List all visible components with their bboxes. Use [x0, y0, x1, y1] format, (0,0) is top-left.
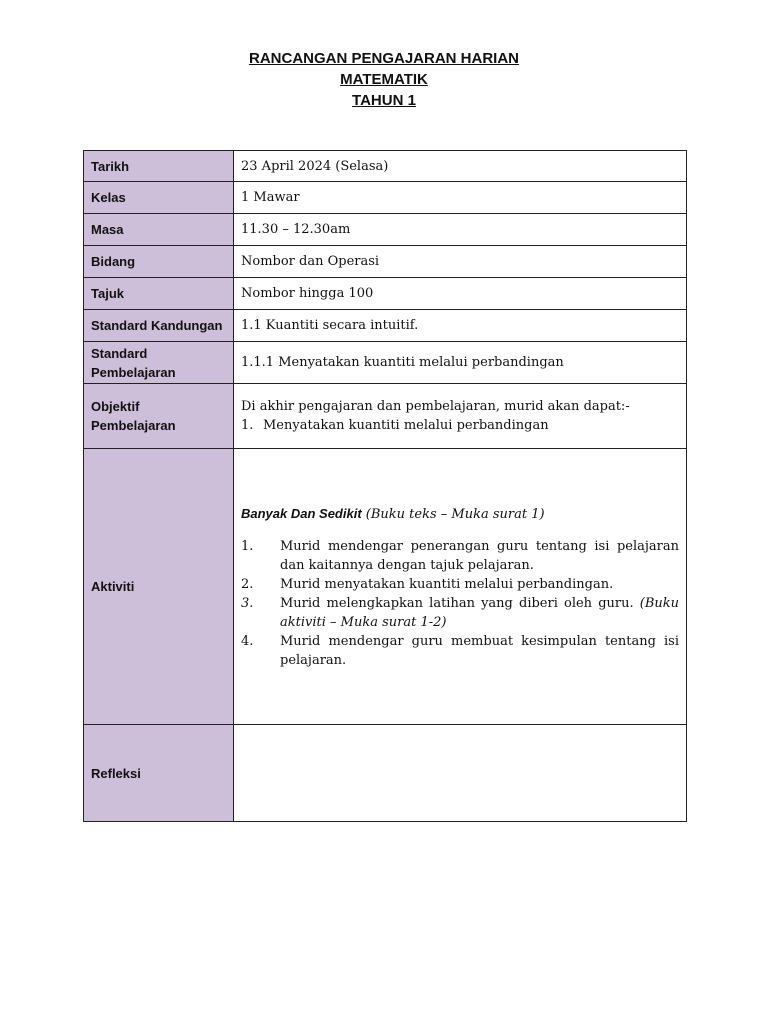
year-title: TAHUN 1	[352, 92, 416, 109]
table-row-aktiviti	[84, 449, 687, 725]
lesson-plan-table	[83, 150, 687, 822]
list-item	[241, 537, 679, 575]
subject-title: MATEMATIK	[340, 71, 428, 88]
table-row-refleksi	[84, 725, 687, 822]
aktiviti-heading-note: (Buku teks – Muka surat 1)	[365, 506, 545, 522]
table-row-kelas	[84, 182, 687, 214]
aktiviti-text	[280, 594, 679, 632]
table-row-standard-kandungan	[84, 310, 687, 342]
aktiviti-label: Aktiviti	[84, 449, 234, 725]
aktiviti-number: 1.	[241, 538, 254, 554]
aktiviti-text-main: Murid menyatakan kuantiti melalui perbandingan.	[280, 576, 614, 592]
table-row-objektif	[84, 384, 687, 449]
kelas-value: 1 Mawar	[234, 182, 687, 214]
tarikh-value: 23 April 2024 (Selasa)	[234, 151, 687, 182]
aktiviti-value	[234, 449, 687, 725]
aktiviti-number: 2.	[241, 576, 254, 592]
masa-label: Masa	[84, 214, 234, 246]
objektif-intro: Di akhir pengajaran dan pembelajaran, murid akan dapat:-	[241, 399, 630, 414]
table-row-masa	[84, 214, 687, 246]
aktiviti-text	[280, 537, 679, 575]
aktiviti-text-main: Murid mendengar guru membuat kesimpulan tentang isi pelajaran.	[280, 633, 679, 668]
tajuk-label: Tajuk	[84, 278, 234, 310]
list-item	[241, 632, 679, 670]
standard-kandungan-value: 1.1 Kuantiti secara intuitif.	[234, 310, 687, 342]
objektif-text: Menyatakan kuantiti melalui perbandingan	[263, 418, 549, 433]
aktiviti-heading-title: Banyak Dan Sedikit	[241, 505, 362, 521]
aktiviti-number: 3.	[241, 595, 254, 611]
objektif-label: Objektif Pembelajaran	[84, 384, 234, 449]
aktiviti-text-main: Murid melengkapkan latihan yang diberi oleh guru.	[280, 595, 634, 611]
kelas-label: Kelas	[84, 182, 234, 214]
list-item	[241, 575, 679, 594]
standard-kandungan-label: Standard Kandungan	[84, 310, 234, 342]
refleksi-label: Refleksi	[84, 725, 234, 822]
document-header	[0, 48, 768, 111]
list-item	[241, 594, 679, 632]
aktiviti-text-note: (Buku aktiviti – Muka surat 1-2)	[280, 595, 679, 630]
bidang-value: Nombor dan Operasi	[234, 246, 687, 278]
list-item	[241, 416, 679, 435]
table-row-tajuk	[84, 278, 687, 310]
document-title: RANCANGAN PENGAJARAN HARIAN	[248, 50, 519, 67]
aktiviti-text	[280, 632, 679, 670]
bidang-label: Bidang	[84, 246, 234, 278]
masa-value: 11.30 – 12.30am	[234, 214, 687, 246]
aktiviti-list	[241, 537, 679, 670]
aktiviti-number: 4.	[241, 633, 254, 649]
objektif-value	[234, 384, 687, 449]
standard-pembelajaran-value: 1.1.1 Menyatakan kuantiti melalui perbandingan	[234, 342, 687, 384]
tarikh-label: Tarikh	[84, 151, 234, 182]
table-row-tarikh	[84, 151, 687, 182]
aktiviti-heading	[241, 504, 679, 524]
table-row-bidang	[84, 246, 687, 278]
aktiviti-text-main: Murid mendengar penerangan guru tentang isi pelajaran dan kaitannya dengan tajuk pelajaran.	[280, 538, 679, 573]
refleksi-value	[234, 725, 687, 822]
objektif-list	[241, 416, 679, 435]
objektif-number: 1.	[241, 418, 254, 433]
tajuk-value: Nombor hingga 100	[234, 278, 687, 310]
standard-pembelajaran-label: Standard Pembelajaran	[84, 342, 234, 384]
aktiviti-text	[280, 575, 679, 594]
table-row-standard-pembelajaran	[84, 342, 687, 384]
